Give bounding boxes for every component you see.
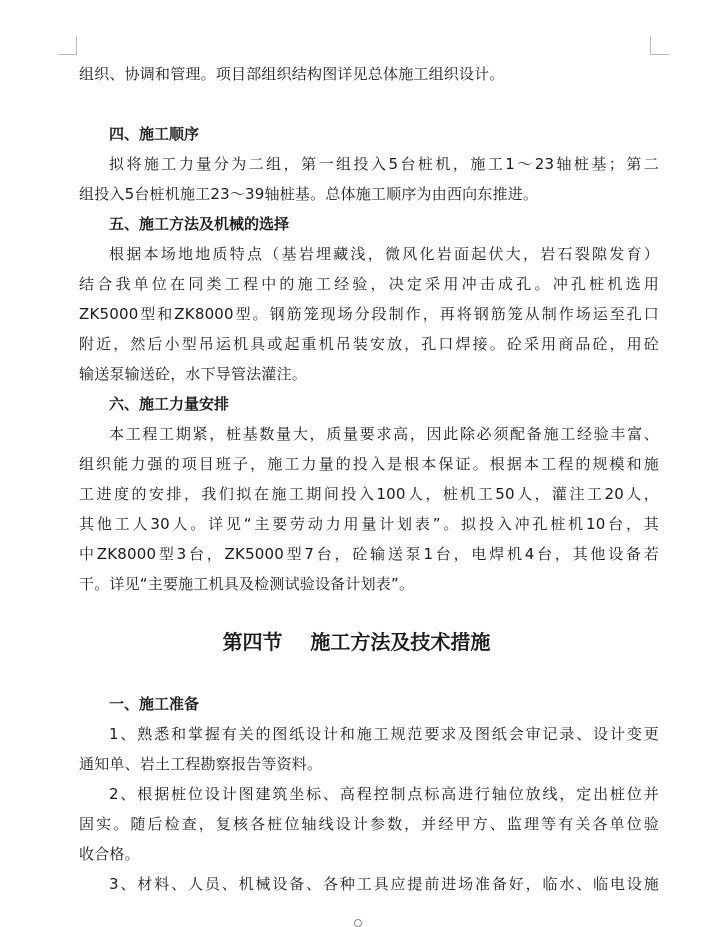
paragraph-line: 固实。随后检查，复核各桩位轴线设计参数，并经甲方、监理等有关各单位验: [79, 815, 659, 833]
paragraph-line: 收合格。: [79, 845, 140, 863]
paragraph-line: 组织、协调和管理。项目部组织结构图详见总体施工组织设计。: [79, 65, 505, 83]
section-heading-method: 五、施工方法及机械的选择: [109, 215, 290, 233]
chapter-title: 第四节 施工方法及技术措施: [222, 630, 491, 654]
page-corner-mark-left: [58, 36, 77, 55]
paragraph-line: ZK5000型和ZK8000型。钢筋笼现场分段制作，再将钢筋笼从制作场运至孔口: [79, 305, 659, 323]
paragraph-line: 结合我单位在同类工程中的施工经验，决定采用冲击成孔。冲孔桩机选用: [79, 275, 659, 293]
paragraph-line: 通知单、岩土工程勘察报告等资料。: [79, 755, 323, 773]
paragraph-line: 本工程工期紧，桩基数量大，质量要求高，因此除必须配备施工经验丰富、: [109, 425, 659, 443]
paragraph-line: 根据本场地地质特点（基岩埋藏浅，微风化岩面起伏大，岩石裂隙发育）: [109, 245, 659, 263]
section-heading-workforce: 六、施工力量安排: [109, 395, 230, 413]
section-heading-preparation: 一、施工准备: [109, 695, 200, 713]
paragraph-line: 组投入5台桩机施工23～39轴桩基。总体施工顺序为由西向东推进。: [79, 185, 539, 203]
paragraph-line: 其他工人30人。详见“主要劳动力用量计划表”。拟投入冲孔桩机10台，其: [79, 515, 659, 533]
paragraph-line: 2、根据桩位设计图建筑坐标、高程控制点标高进行轴位放线，定出桩位并: [109, 785, 659, 803]
paragraph-line: 输送泵输送砼，水下导管法灌注。: [79, 365, 308, 383]
paragraph-line: 拟将施工力量分为二组，第一组投入5台桩机，施工1～23轴桩基；第二: [109, 155, 659, 173]
section-heading-order: 四、施工顺序: [109, 125, 200, 143]
page-corner-mark-right: [650, 36, 669, 55]
paragraph-line: 3、材料、人员、机械设备、各种工具应提前进场准备好，临水、临电设施: [109, 875, 659, 893]
paragraph-line: 组织能力强的项目班子，施工力量的投入是根本保证。根据本工程的规模和施: [79, 455, 659, 473]
paragraph-line: 干。详见“主要施工机具及检测试验设备计划表”。: [79, 575, 415, 593]
paragraph-line: 工进度的安排，我们拟在施工期间投入100人，桩机工50人，灌注工20人，: [79, 485, 659, 503]
paragraph-line: 1、熟悉和掌握有关的图纸设计和施工规范要求及图纸会审记录、设计变更: [109, 725, 659, 743]
paragraph-line: 附近，然后小型吊运机具或起重机吊装安放，孔口焊接。砼采用商品砼，用砼: [79, 335, 659, 353]
page-footer-mark: [354, 919, 362, 927]
paragraph-line: 中ZK8000型3台，ZK5000型7台，砼输送泵1台，电焊机4台，其他设备若: [79, 545, 659, 563]
